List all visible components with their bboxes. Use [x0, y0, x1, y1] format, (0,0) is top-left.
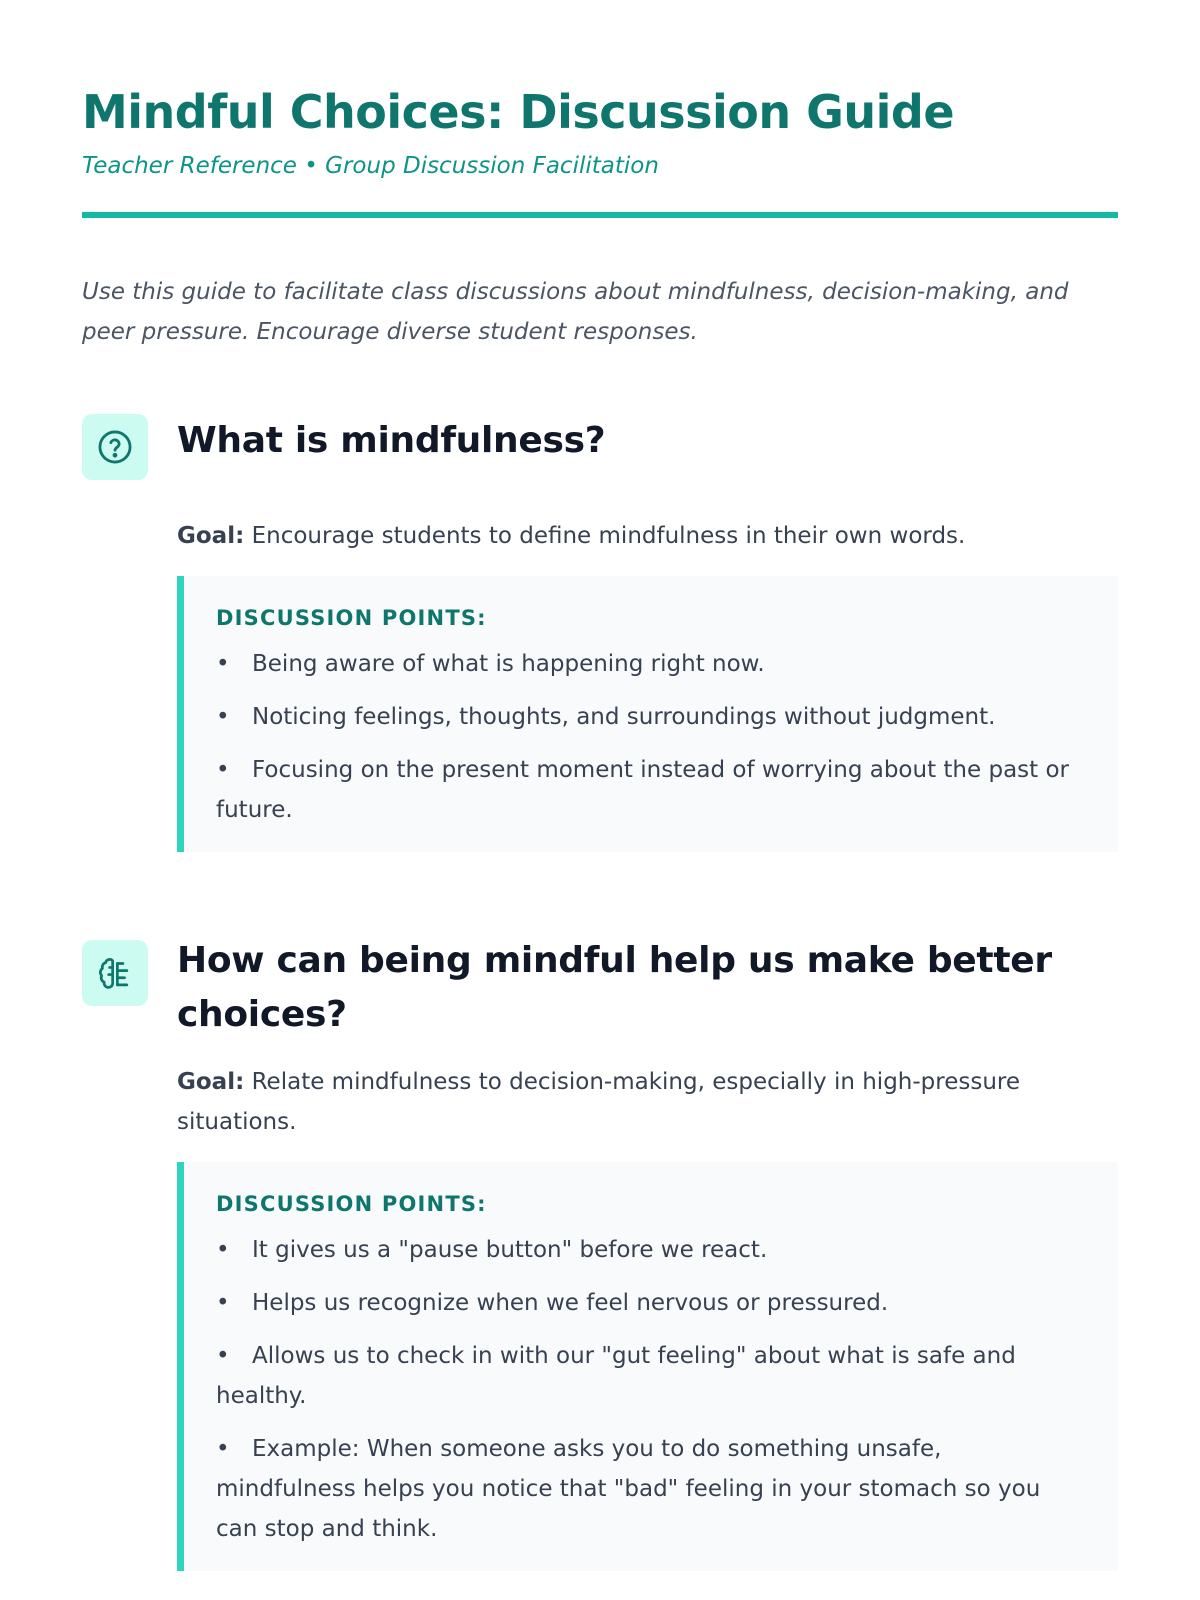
list-item: • Example: When someone asks you to do something unsafe, mindfulness helps you notice that "bad" feeling in your stomach so you can stop and think.	[216, 1429, 1088, 1549]
discussion-points-panel	[177, 576, 1118, 852]
document-header	[82, 0, 1118, 218]
discussion-points-heading: DISCUSSION POINTS:	[216, 1192, 487, 1216]
bullet-icon: •	[216, 1237, 230, 1263]
list-item: • Being aware of what is happening right now.	[216, 644, 1088, 684]
list-item: • Helps us recognize when we feel nervous or pressured.	[216, 1283, 1088, 1323]
bullet-icon: •	[216, 1436, 230, 1462]
discussion-points-heading: DISCUSSION POINTS:	[216, 606, 487, 630]
list-item: • It gives us a "pause button" before we react.	[216, 1230, 1088, 1270]
section-title: What is mindfulness?	[177, 420, 606, 461]
section-goal	[177, 1062, 1118, 1142]
bullet-icon: •	[216, 1343, 230, 1369]
list-item: • Allows us to check in with our "gut feeling" about what is safe and healthy.	[216, 1336, 1088, 1416]
goal-label: Goal:	[177, 1069, 245, 1095]
bullet-icon: •	[216, 757, 230, 783]
page-title: Mindful Choices: Discussion Guide	[82, 85, 955, 139]
intro-paragraph: Use this guide to facilitate class discussions about mindfulness, decision-making, and peer pressure. Encourage diverse student responses.	[82, 279, 1069, 345]
list-item: • Focusing on the present moment instead of worrying about the past or future.	[216, 750, 1088, 830]
bullet-icon: •	[216, 1290, 230, 1316]
section-what-is-mindfulness	[82, 414, 1118, 852]
goal-label: Goal:	[177, 523, 245, 549]
bullet-icon: •	[216, 704, 230, 730]
header-divider	[82, 212, 1118, 218]
discussion-points-list	[216, 1230, 1088, 1549]
discussion-points-list	[216, 644, 1088, 830]
discussion-points-panel	[177, 1162, 1118, 1571]
section-goal	[177, 516, 1118, 556]
bullet-icon: •	[216, 651, 230, 677]
list-item: • Noticing feelings, thoughts, and surroundings without judgment.	[216, 697, 1088, 737]
page-subtitle: Teacher Reference • Group Discussion Facilitation	[82, 153, 659, 179]
brain-icon	[82, 940, 148, 1006]
section-mindful-choices	[82, 934, 1118, 1571]
goal-text: Relate mindfulness to decision-making, especially in high-pressure situations.	[177, 1069, 1021, 1135]
goal-text: Encourage students to define mindfulness in their own words.	[251, 523, 966, 549]
section-title: How can being mindful help us make better choices?	[177, 940, 1052, 1035]
question-circle-icon	[82, 414, 148, 480]
